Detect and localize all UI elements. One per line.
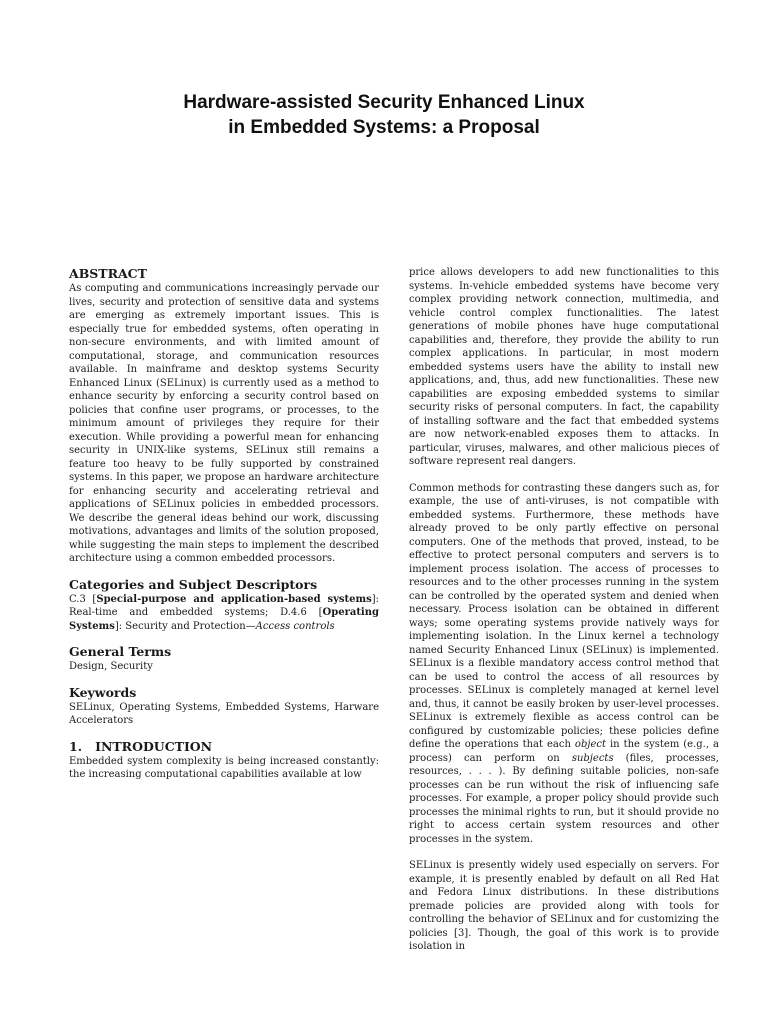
introduction-text: Embedded system complexity is being increased constantly: the increasing computational capabilities available at low	[69, 755, 379, 780]
categories-text	[69, 593, 379, 634]
general-terms-heading: General Terms	[69, 644, 172, 659]
abstract-heading: ABSTRACT	[69, 266, 147, 281]
p2-part-a: Common methods for contrasting these dangers such as, for example, the use of anti-viruses, is not compatible with embedded systems. Furthermore, these methods have already proved to be only partly effective on personal computers. One of the methods that proved, instead, to be effective to protect personal computers and servers is to implement process isolation. The access of processes to resources and to the other processes running in the system can be controlled by the operated system and denied when necessary. Process isolation can be obtained in different ways; some operating systems provide natively ways for implementing isolation. In the Linux kernel a technology named Security Enhanced Linux (SELinux) is implemented. SELinux is a flexible mandatory access control method that can be used to control the access of all resources by processes. SELinux is completely managed at kernel level and, thus, it cannot be easily broken by user-level processes. SELinux is extremely flexible as access control can be configured by customizable policies; these policies define define the operations that each	[409, 482, 719, 750]
c3-rest: ]: Real-time and embedded systems; D.4.6 [	[69, 593, 380, 618]
keywords-text: SELinux, Operating Systems, Embedded Systems, Harware Accelerators	[69, 701, 379, 726]
categories-heading: Categories and Subject Descriptors	[69, 576, 318, 592]
title-line-1: Hardware-assisted Security Enhanced Linux	[183, 92, 585, 113]
title-line-2: in Embedded Systems: a Proposal	[228, 117, 540, 138]
p2-part-b: in the system (e.g., a process) can perform on	[409, 739, 719, 764]
c3-bold: Special-purpose and application-based systems	[96, 593, 372, 605]
p2-part-c: (files, processes, resources, . . . ). By defining suitable policies, non-safe processes can be run without the risk of influencing safe processes. For example, a proper policy should provide such processes the minimal rights to run, but it should provide no right to access certain system resources and other processes in the system.	[409, 752, 719, 845]
keywords-heading: Keywords	[69, 684, 137, 700]
general-terms-text: Design, Security	[69, 661, 153, 672]
introduction-heading: 1. INTRODUCTION	[69, 738, 213, 754]
d46-rest: ]: Security and Protection—	[114, 620, 256, 632]
p2-subjects: subjects	[571, 752, 614, 764]
left-column	[69, 266, 379, 782]
right-column	[409, 266, 719, 954]
paper-title	[0, 90, 768, 140]
d46-bold: Operating Systems	[69, 607, 379, 632]
c3-code: C.3 [	[69, 593, 97, 605]
intro-paragraph-3: SELinux is presently widely used especially on servers. For example, it is presently enabled by default on all Red Hat and Fedora Linux distributions. In these distributions premade policies are provided along with tools for controlling the behavior of SELinux and for customizing the policies [3]. Though, the goal of this work is to provide isolation in	[409, 860, 719, 952]
intro-paragraph-1: price allows developers to add new functionalities to this systems. In-vehicle embedded systems have become very complex providing network connection, multimedia, and vehicle control complex functionalities. The latest generations of mobile phones have huge computational capabilities and, therefore, they provide the ability to run complex applications. In particular, in most modern embedded systems users have the ability to install new applications, and, thus, add new functionalities. These new capabilities are exposing embedded systems to similar security risks of personal computers. In fact, the capability of installing software and the fact that embedded systems are now network-enabled exposes them to attacks. In particular, viruses, malwares, and other malicious pieces of software represent real dangers.	[409, 267, 719, 467]
d46-italic: Access controls	[255, 620, 335, 632]
p2-object: object	[574, 739, 606, 750]
abstract-text: As computing and communications increasingly pervade our lives, security and protection of sensitive data and systems are emerging as extremely important issues. This is especially true for embedded systems, often operating in non-secure environments, and with limited amount of computational, storage, and communication resources available. In mainframe and desktop systems Security Enhanced Linux (SELinux) is currently used as a method to enhance security by enforcing a security control based on policies that confine user programs, or processes, to the minimum amount of privileges they require for their execution. While providing a powerful mean for enhancing security in UNIX-like systems, SELinux still remains a feature too heavy to be fully supported by constrained systems. In this paper, we propose an hardware architecture for enhancing security and accelerating retrieval and applications of SELinux policies in embedded processors. We describe the general ideas behind our work, discussing motivations, advantages and limits of the solution proposed, while suggesting the main steps to implement the described architecture using a common embedded processors.	[69, 283, 379, 564]
intro-paragraph-2	[409, 482, 719, 847]
